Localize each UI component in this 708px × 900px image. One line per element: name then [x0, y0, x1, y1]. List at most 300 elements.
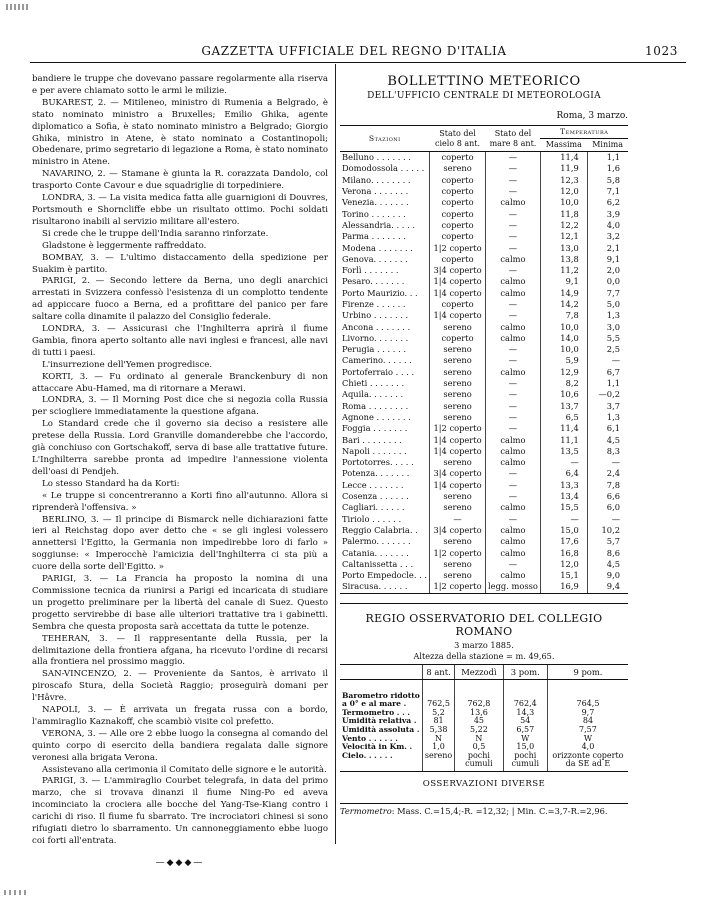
news-paragraph: Lo Standard crede che il governo sia deciso a resistere alle pretese della Russia. Lord Granville domanderebbe che l'accordo, già conchiuso con Gortschakoff, serva di base alle trattative future. L'Inghilterra sarebbe pronta ad impedire l'annessione violenta dell'oasi di Pendjeh. [32, 419, 328, 477]
obs-value: 762,8 [455, 700, 503, 709]
obs-value: 84 [547, 717, 628, 726]
temp-min: 7,7 [587, 288, 628, 299]
news-paragraph: LONDRA, 3. — Il Morning Post dice che si negozia colla Russia per sciogliere immediatamente la questione afgana. [32, 395, 328, 418]
temp-min: 3,0 [587, 321, 628, 332]
temp-max: 6,5 [540, 412, 587, 423]
news-paragraph: bandiere le truppe che dovevano passare regolarmente alla riserva e per avere chiamato sotto le armi le milizie. [32, 74, 328, 96]
sky-state: coperto [430, 254, 486, 265]
temp-min: — [587, 355, 628, 366]
obs-row-label: Barometro ridotto [342, 690, 420, 700]
sky-state: sereno [430, 321, 486, 332]
weather-row [340, 220, 628, 231]
news-paragraph: PARIGI, 2. — Secondo lettere da Berna, uno degli anarchici arrestati in Svizzera confessò l'esistenza di un complotto tendente ad appiccare fuoco a Berna, ed a profittare del panico per fare saltare colla dinamite il palazzo del Consiglio federale. [32, 276, 328, 323]
sky-state: coperto [430, 333, 486, 344]
station-name: Pesaro. . . . . . . [342, 276, 405, 287]
sky-state: sereno [430, 389, 486, 400]
sea-state: calmo [486, 321, 541, 332]
sea-state: calmo [486, 570, 541, 581]
temp-min: 3,9 [587, 208, 628, 219]
temp-max: 11,2 [540, 265, 587, 276]
station-name: Chieti . . . . . . . [342, 378, 405, 389]
weather-row [340, 355, 628, 366]
bollettino-title: BOLLETTINO METEORICO [387, 74, 581, 89]
station-name: Venezia. . . . . . . [342, 197, 409, 208]
temp-max: 15,0 [540, 525, 587, 536]
observatory-table-body [340, 679, 628, 771]
weather-row [340, 536, 628, 547]
station-name: Belluno . . . . . . . [342, 152, 411, 163]
temp-max: 13,8 [540, 254, 587, 265]
temp-max: 13,3 [540, 480, 587, 491]
station-name: Siracusa. . . . . . [340, 581, 430, 593]
temp-max: 13,0 [540, 242, 587, 253]
news-paragraph: BOMBAY, 3. — L'ultimo distaccamento della spedizione per Suakim è partito. [32, 252, 328, 275]
osservatorio-altitude: Altezza della stazione = m. 49,65. [413, 650, 555, 661]
weather-row [340, 186, 628, 197]
temp-min: 3,7 [587, 401, 628, 412]
sea-state: calmo [486, 333, 541, 344]
station-name: Perugia . . . . . . [342, 344, 406, 355]
temp-min: —0,2 [587, 389, 628, 400]
gazette-title: GAZZETTA UFFICIALE DEL REGNO D'ITALIA [201, 44, 507, 58]
col-header-cielo: Stato del cielo 8 ant. [430, 126, 486, 152]
bollettino-subtitle: DELL'UFFICIO CENTRALE DI METEOROLOGIA [367, 91, 601, 101]
temp-max: 14,2 [540, 299, 587, 310]
sky-state: sereno [430, 355, 486, 366]
weather-row [340, 468, 628, 479]
temp-min: 7,8 [587, 480, 628, 491]
sky-state: sereno [430, 559, 486, 570]
temp-min: 8,6 [587, 547, 628, 558]
sea-state: — [486, 412, 541, 423]
sky-state: sereno [430, 491, 486, 502]
obs-row-label: Vento . . . . . . [342, 733, 398, 743]
station-name: Forlì . . . . . . . [342, 265, 399, 276]
obs-value: 9,7 [547, 709, 628, 718]
obs-value: 7,57 [547, 726, 628, 735]
sea-state: — [486, 163, 541, 174]
temp-min: 1,3 [587, 412, 628, 423]
sea-state: — [486, 231, 541, 242]
station-name: Verona . . . . . . . [342, 186, 409, 197]
col-header-massima: Massima [540, 139, 587, 152]
sky-state: sereno [430, 412, 486, 423]
weather-row [340, 446, 628, 457]
temp-min: 2,0 [587, 265, 628, 276]
scan-speck [6, 4, 28, 10]
observatory-row [340, 752, 628, 772]
col-header-mare: Stato del mare 8 ant. [486, 126, 541, 152]
temp-max: 12,2 [540, 220, 587, 231]
obs-row-label: Cielo. . . . . . [340, 752, 422, 772]
weather-row [340, 321, 628, 332]
news-paragraph: Lo stesso Standard ha da Korti: [42, 478, 180, 489]
obs-value: orizzonte coperto da SE ad E [547, 752, 628, 772]
sea-state: — [486, 310, 541, 321]
sky-state: coperto [430, 186, 486, 197]
sea-state: calmo [486, 525, 541, 536]
sea-state: — [486, 514, 541, 525]
obs-value: W [503, 735, 547, 744]
sea-state: — [486, 491, 541, 502]
sea-state: — [486, 220, 541, 231]
temp-max: 7,8 [540, 310, 587, 321]
weather-row [340, 242, 628, 253]
station-name: Urbino . . . . . . . [342, 310, 409, 321]
temp-min: 2,4 [587, 468, 628, 479]
sky-state: 1|4 coperto [430, 480, 486, 491]
weather-row [340, 254, 628, 265]
obs-value: 54 [503, 717, 547, 726]
header-rule [30, 62, 686, 63]
obs-value: 5,38 [422, 726, 454, 735]
news-paragraph: PARIGI, 3. — La Francia ha proposto la nomina di una Commissione tecnica da riunirsi a Parigi ed incaricata di studiare un progetto preliminare per la libertà del canale di Suez. Questo progetto servirebbe di base alle ulteriori trattative tra i gabinetti. Sembra che questa proposta sarà accettata da tutte le potenze. [32, 574, 328, 632]
obs-value: 5,22 [455, 726, 503, 735]
temp-min: 6,7 [587, 367, 628, 378]
temp-max: 14,0 [540, 333, 587, 344]
bollettino-date: Roma, 3 marzo. [556, 111, 628, 121]
sea-state: — [486, 175, 541, 186]
weather-row [340, 491, 628, 502]
sea-state: calmo [486, 446, 541, 457]
station-name: Genova. . . . . . . [342, 253, 408, 264]
temp-max: 10,0 [540, 321, 587, 332]
station-name: Cosenza . . . . . . [342, 491, 409, 502]
station-name: Domodossola . . . . . [342, 163, 425, 174]
sky-state: sereno [430, 367, 486, 378]
news-paragraph: KORTI, 3. — Fu ordinato al generale Branckenbury di non attaccare Abu-Hamed, ma di ritornare a Merawi. [32, 371, 328, 394]
news-paragraph: Assistevano alla cerimonia il Comitato delle signore e le autorità. [42, 764, 327, 775]
news-paragraph: NAPOLI, 3. — È arrivata un fregata russa con a bordo, l'ammiraglio Kaznakoff, che scambiò visite col prefetto. [32, 705, 328, 727]
sky-state: sereno [430, 401, 486, 412]
sky-state: coperto [430, 197, 486, 208]
sky-state: sereno [430, 457, 486, 468]
temp-min: 6,1 [587, 423, 628, 434]
temp-min: 1,3 [587, 310, 628, 321]
sea-state: — [486, 378, 541, 389]
obs-row-label: Umidità assoluta . [342, 724, 420, 734]
sea-state: calmo [486, 276, 541, 287]
news-paragraph: SAN-VINCENZO, 2. — Proveniente da Santos, è arrivato il piroscafo Stura, della Società Raggio; proseguirà domani per l'Hâvre. [32, 669, 328, 704]
sky-state: coperto [430, 299, 486, 310]
temp-min: 5,7 [587, 536, 628, 547]
osservatorio-title: REGIO OSSERVATORIO DEL COLLEGIO ROMANO [365, 611, 603, 638]
temp-max: 11,1 [540, 434, 587, 445]
sky-state: sereno [430, 502, 486, 513]
scan-speck [4, 890, 26, 895]
weather-row [340, 231, 628, 242]
station-name: Bari . . . . . . . . [342, 434, 402, 445]
osservazioni-diverse-title: OSSERVAZIONI DIVERSE [422, 778, 546, 789]
weather-row [340, 581, 628, 593]
sky-state: 1|2 coperto [430, 581, 486, 593]
obs-value [422, 679, 454, 700]
sea-state: — [486, 423, 541, 434]
station-name: Caltanissetta . . . [342, 558, 414, 569]
sea-state: — [486, 559, 541, 570]
sky-state: sereno [430, 344, 486, 355]
weather-row [340, 175, 628, 186]
news-paragraph: « Le truppe si concentreranno a Korti fino all'autunno. Allora si riprenderà l'offensiva. » [32, 490, 328, 513]
sky-state: coperto [430, 152, 486, 164]
weather-row [340, 310, 628, 321]
news-paragraph: LONDRA, 3. — Assicurasi che l'Inghilterra aprirà il fiume Gambia, finora aperto soltanto alle navi inglesi e francesi, alle navi di tutti i paesi. [32, 324, 328, 358]
temp-min: 4,0 [587, 220, 628, 231]
temp-min: 6,6 [587, 491, 628, 502]
weather-row [340, 288, 628, 299]
obs-value: 45 [455, 717, 503, 726]
sea-state: calmo [486, 254, 541, 265]
station-name: Camerino. . . . . . [342, 355, 412, 366]
sky-state: 3|4 coperto [430, 265, 486, 276]
weather-row [340, 434, 628, 445]
thermometer-label: Termometro [340, 805, 392, 816]
temp-max: 13,4 [540, 491, 587, 502]
weather-row [340, 208, 628, 219]
news-paragraph: Si crede che le truppe dell'India saranno rinforzate. [42, 228, 269, 239]
weather-row [340, 423, 628, 434]
sea-state: calmo [486, 434, 541, 445]
sea-state: — [486, 208, 541, 219]
weather-row [340, 514, 628, 525]
temp-max: 10,6 [540, 389, 587, 400]
col-header-temperatura: Temperatura [540, 126, 628, 139]
sea-state: calmo [486, 367, 541, 378]
end-ornament: —◆◆◆— [155, 857, 205, 868]
obs-value: W [547, 735, 628, 744]
temp-max: 12,0 [540, 559, 587, 570]
sky-state: 1|2 coperto [430, 242, 486, 253]
temp-min: — [587, 514, 628, 525]
sea-state: — [486, 355, 541, 366]
temp-max: 16,9 [540, 581, 587, 593]
running-header [30, 44, 678, 62]
weather-row [340, 299, 628, 310]
weather-row [340, 559, 628, 570]
weather-row [340, 547, 628, 558]
temp-max: 11,8 [540, 208, 587, 219]
sea-state: calmo [486, 502, 541, 513]
sea-state: calmo [486, 536, 541, 547]
weather-row [340, 152, 628, 164]
temp-min: 9,0 [587, 570, 628, 581]
sea-state: — [486, 468, 541, 479]
sky-state: 1|4 coperto [430, 276, 486, 287]
temp-min: 5,5 [587, 333, 628, 344]
sea-state: calmo [486, 547, 541, 558]
temp-max: 8,2 [540, 378, 587, 389]
station-name: Reggio Calabria. . [342, 524, 418, 535]
sea-state: — [486, 480, 541, 491]
weather-row [340, 412, 628, 423]
sky-state: sereno [430, 163, 486, 174]
temp-min: 4,5 [587, 559, 628, 570]
news-paragraph: NAVARINO, 2. — Stamane è giunta la R. corazzata Dandolo, col trasporto Conte Cavour e due squadriglie di torpediniere. [32, 169, 328, 192]
temp-min: 1,1 [587, 152, 628, 164]
news-paragraph: PARIGI, 3. — L'ammiraglio Courbet telegrafa, in data del primo marzo, che si trovava dinanzi il fiume Ning-Po ed aveva incominciato la crociera alle bocche del Yang-Tse-Kiang contro i carichi di riso. Il fiume fu sbarrato. Tre incrociatori chinesi si sono rifugiati dietro lo sbarramento. Un cannoneggiamento ebbe luogo coi forti all'entrata. [32, 776, 328, 846]
temp-max: 11,4 [540, 423, 587, 434]
temp-max: 12,9 [540, 367, 587, 378]
sea-state: legg. mosso [486, 581, 541, 593]
obs-value: pochi cumuli [503, 752, 547, 772]
obs-value: 762,5 [422, 700, 454, 709]
station-name: Alessandria. . . . . [342, 219, 415, 230]
weather-table-body [340, 152, 628, 594]
sky-state: coperto [430, 208, 486, 219]
temp-max: 5,9 [540, 355, 587, 366]
sky-state: coperto [430, 231, 486, 242]
news-paragraph: VERONA, 3. — Alle ore 2 ebbe luogo la consegna al comando del quinto corpo di esercito della bandiera regalata dalle signore veronesi alla brigata Verona. [32, 728, 328, 763]
temp-min: — [587, 457, 628, 468]
sea-state: calmo [486, 197, 541, 208]
sky-state: 3|4 coperto [430, 525, 486, 536]
station-name: Livorno. . . . . . . [342, 332, 409, 343]
temp-min: 2,1 [587, 242, 628, 253]
temp-max: 11,4 [540, 152, 587, 164]
sky-state: coperto [430, 175, 486, 186]
thermometer-values: : Mass. C.=15,4;-R. =12,32; | Min. C.=3,7-R.=2,96. [391, 805, 608, 816]
obs-col-header: 8 ant. [422, 664, 454, 679]
news-column [32, 74, 328, 870]
station-name: Tiriolo . . . . . . [342, 513, 402, 524]
thermometer-line [340, 803, 628, 816]
weather-table [340, 125, 628, 594]
osservatorio-date: 3 marzo 1885. [454, 639, 514, 650]
sky-state: 1|4 coperto [430, 446, 486, 457]
weather-row [340, 265, 628, 276]
obs-row-label: Velocità in Km. . [342, 742, 413, 752]
station-name: Porto Empedocle. . . [342, 570, 428, 581]
obs-value: 0,5 [455, 743, 503, 752]
sea-state: — [486, 265, 541, 276]
temp-min: 6,2 [587, 197, 628, 208]
station-name: Agnone . . . . . . . [342, 411, 411, 422]
weather-row [340, 457, 628, 468]
temp-min: 9,1 [587, 254, 628, 265]
weather-row [340, 401, 628, 412]
station-name: Palermo. . . . . . . [342, 536, 411, 547]
station-name: Torino . . . . . . . [342, 208, 406, 219]
weather-row [340, 367, 628, 378]
obs-value: 764,5 [547, 700, 628, 709]
sea-state: calmo [486, 457, 541, 468]
weather-row [340, 344, 628, 355]
sky-state: sereno [430, 570, 486, 581]
temp-max: 13,5 [540, 446, 587, 457]
obs-value: 762,4 [503, 700, 547, 709]
sea-state: — [486, 152, 541, 164]
station-name: Milano. . . . . . . . [342, 174, 411, 185]
temp-max: 12,1 [540, 231, 587, 242]
sea-state: — [486, 299, 541, 310]
temp-min: 8,3 [587, 446, 628, 457]
weather-row [340, 502, 628, 513]
obs-col-header: 3 pom. [503, 664, 547, 679]
sea-state: calmo [486, 288, 541, 299]
obs-value [455, 679, 503, 700]
weather-row [340, 389, 628, 400]
obs-value: 4,0 [547, 743, 628, 752]
temp-max: 14,9 [540, 288, 587, 299]
station-name: Potenza. . . . . . . [342, 468, 410, 479]
weather-row [340, 480, 628, 491]
sea-state: — [486, 389, 541, 400]
weather-column [340, 72, 628, 816]
obs-row-label: a 0° e al mare . [342, 699, 407, 709]
station-name: Foggia . . . . . . . [342, 423, 408, 434]
temp-max: 10,0 [540, 197, 587, 208]
obs-value [503, 679, 547, 700]
station-name: Cagliari. . . . . . [342, 502, 405, 513]
obs-value: N [422, 735, 454, 744]
obs-value: 81 [422, 717, 454, 726]
weather-row [340, 276, 628, 287]
temp-max: 13,7 [540, 401, 587, 412]
obs-col-header: Mezzodì [455, 664, 503, 679]
sea-state: — [486, 344, 541, 355]
temp-max: 15,1 [540, 570, 587, 581]
temp-min: 1,1 [587, 378, 628, 389]
obs-row-label: Termometro . . . [342, 707, 411, 717]
obs-value: 6,57 [503, 726, 547, 735]
temp-min: 6,0 [587, 502, 628, 513]
news-paragraph: BERLINO, 3. — Il principe di Bismarck nelle dichiarazioni fatte ieri al Reichstag dopo aver detto che « se gli inglesi volessero annettersi l'Egitto, la Germania non impedirebbe loro di farlo » soggiunse: « Imperocchè l'amicizia dell'Inghilterra ci sta più a cuore della sorte dell'Egitto. » [32, 514, 328, 573]
sky-state: — [430, 514, 486, 525]
obs-value [547, 679, 628, 700]
obs-value: N [455, 735, 503, 744]
obs-value: sereno [422, 752, 454, 772]
obs-header-blank [340, 664, 422, 679]
obs-value: 1,0 [422, 743, 454, 752]
section-rule [340, 603, 628, 604]
station-name: Ancona . . . . . . . [342, 321, 411, 332]
temp-min: 3,2 [587, 231, 628, 242]
obs-col-header: 9 pom. [547, 664, 628, 679]
obs-value: pochi cumuli [455, 752, 503, 772]
station-name: Catania. . . . . . . [342, 547, 409, 558]
temp-min: 5,0 [587, 299, 628, 310]
news-paragraph: TEHERAN, 3. — Il rappresentante della Russia, per la delimitazione della frontiera afgana, ha ricevuto l'ordine di recarsi alla frontiera nel prossimo maggio. [32, 633, 328, 668]
news-paragraph: BUKAREST, 2. — Mitileneo, ministro di Rumenia a Belgrado, è stato nominato ministro a Bruxelles; Emilio Ghika, agente diplomatico a Sofia, è stato nominato ministro a Belgrado; Giorgio Ghika, ministro in Atene, è stato nominato a Costantinopoli; Obedenare, primo segretario di legazione a Roma, è stato nominato ministro in Atene. [32, 97, 329, 168]
weather-row [340, 333, 628, 344]
obs-value: 14,3 [503, 709, 547, 718]
news-paragraph: LONDRA, 3. — La visita medica fatta alle guarnigioni di Douvres, Portsmouth e Shorncliffe ebbe un risultato ottimo. Pochi soldati risultarono inabili al servizio militare all'estero. [32, 193, 328, 227]
temp-min: 0,0 [587, 276, 628, 287]
col-header-minima: Minima [587, 139, 628, 152]
sky-state: 1|4 coperto [430, 310, 486, 321]
station-name: Portotorres. . . . . [342, 457, 414, 468]
sky-state: 1|4 coperto [430, 434, 486, 445]
sea-state: — [486, 401, 541, 412]
station-name: Napoli . . . . . . . [342, 445, 407, 456]
temp-max: 6,4 [540, 468, 587, 479]
station-name: Lecce . . . . . . . [342, 479, 404, 490]
temp-max: 15,5 [540, 502, 587, 513]
page-number: 1023 [645, 44, 678, 58]
sky-state: sereno [430, 536, 486, 547]
sky-state: sereno [430, 378, 486, 389]
weather-row [340, 163, 628, 174]
news-paragraph: Gladstone è leggermente raffreddato. [42, 240, 207, 251]
sky-state: 1|2 coperto [430, 547, 486, 558]
temp-max: 12,0 [540, 186, 587, 197]
col-header-stazioni: Stazioni [340, 126, 430, 152]
obs-value: 5,2 [422, 709, 454, 718]
observatory-table [340, 664, 628, 772]
temp-max: 9,1 [540, 276, 587, 287]
temp-max: — [540, 457, 587, 468]
temp-min: 4,5 [587, 434, 628, 445]
